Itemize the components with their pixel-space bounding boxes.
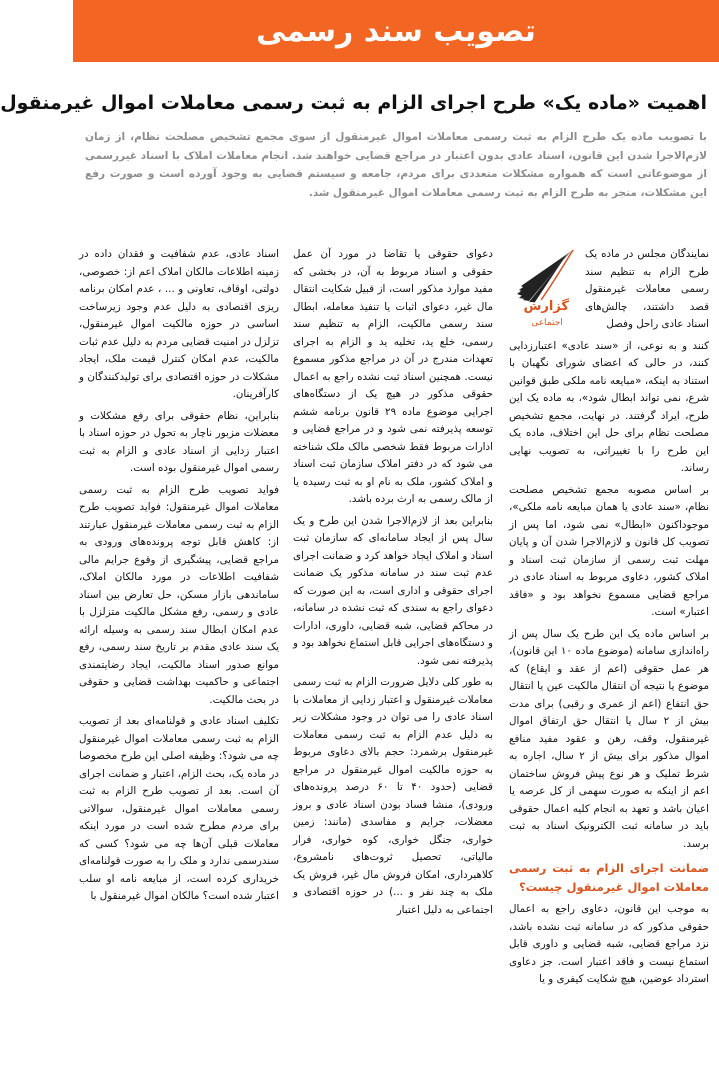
- paragraph: فواید تصویب طرح الزام به ثبت رسمی معاملات اموال غیرمنقول: فواید تصویب طرح الزام به ثبت رسمی معاملات غیرمنقول عبارتند از: کاهش قابل توجه پرونده‌های ورودی به مراجع قضایی، پیشگیری از وقوع جرایم مالی شفافیت اطلاعات در مورد مالکان املاک، ساماندهی بازار مسکن، حل تعارض بین اسناد عادی و رسمی، رفع مشکل مالکیت متزلزل با عدم امکان ابطال سند رسمی به وسیله ارائه یک سند عادی مقدم بر تاریخ سند رسمی، رفع موانع صدور اسناد مالکیت، ایجاد رضایتمندی اجتماعی و حاکمیت بهداشت قضایی و حقوقی در بحث مالکیت.: [79, 483, 279, 706]
- paragraph: بر اساس ماده یک این طرح یک سال پس از راه‌اندازی سامانه (موضوع ماده ۱۰ این قانون)، هر عمل حقوقی (اعم از عقد و ایقاع) که موضوع یا نتیجه آن انتقال مالکیت عین یا انتقال حق انتفاع (اعم از عمری و رقبی) برای مدت بیش از ۲ سال یا انتقال حق ارتفاق اموال غیرمنقول، وقف، رهن و عقود مفید منافع اموال مذکور برای بیش از ۲ سال، اجاره به شرط تملیک و هر نوع پیش فروش ساختمان اعم از اینکه به صورت سهمی از کل عرصه یا اعیان باشد و تعهد به انجام کلیه اعمال حقوقی باید در سامانه ثبت الکترونیک اسناد به ثبت برسد.: [509, 627, 710, 850]
- logo-word: گزارش: [523, 299, 569, 314]
- section-subheading: ضمانت اجرای الزام به ثبت رسمی معاملات اموال غیرمنقول چیست؟: [509, 861, 709, 894]
- paragraph: بنابراین بعد از لازم‌الاجرا شدن این طرح و یک سال پس از ایجاد سامانه‌ای که سازمان ثبت اسناد و املاک ایجاد خواهد کرد و ضمانت اجرای عدم ثبت سند در سامانه مذکور یک ضمانت اجرای حقوقی و اداری است، به این صورت که دعوای راجع به سندی که ثبت نشده در سامانه، در محاکم قضایی، شبه قضایی، داوری، ادارات و دستگاه‌های اجرایی قابل استماع نخواهد بود و پذیرفته نمی شود.: [293, 514, 493, 667]
- column-right: [509, 246, 709, 1076]
- paragraph: بر اساس مصوبه مجمع تشخیص مصلحت نظام، «سند عادی یا همان مبایعه نامه ملکی»، موجوداکنون «ابطال» نمی شود، اما پس از تصویب کل قانون و لازم‌الاجرا شدن آن و پایان مهلت ثبت رسمی از سازمان ثبت اسناد و املاک کشور، دعاوی مربوط به اسناد عادی در مراجع قضایی مسموع نخواهد بود و «فاقد اعتبار» است.: [509, 483, 709, 618]
- paragraph: دعوای حقوقی یا تقاضا در مورد آن عمل حقوقی و اسناد مربوط به آن، در بخشی که مفید موارد مذکور است، از قبیل شکایت انتقال مال غیر، دعوای اثبات یا تنفیذ معامله، ابطال سند رسمی مالکیت، الزام به تنظیم سند رسمی، خلع ید، تخلیه ید و الزام به اجرای تعهدات مندرج در آن در مراجع مذکور مسموع نیست. همچنین اسناد ثبت نشده راجع به اعمال حقوقی مذکور در هیچ یک از دستگاه‌های اجرایی موضوع ماده ۲۹ قانون برنامه ششم توسعه پذیرفته نمی شود و در مراجع قضایی و ادارات مربوط فقط شخصی مالک ملک شناخته می شود که در دفتر املاک سازمان ثبت اسناد و املاک کشور، ملک به نام او به ثبت رسیده یا از مالک رسمی به ارث برده باشد.: [293, 248, 493, 505]
- paragraph: کنند و به نوعی، از «سند عادی» اعتبارزدایی کنند، در حالی که اعضای شورای نگهبان با استناد به اینکه، «مبایعه نامه ملکی طبق قوانین شرع، نمی تواند ابطال شود»، به ماده یک این طرح، ایراد گرفتند. در نهایت، مجمع تشخیص مصلحت نظام برای حل این اختلاف، ماده یک این طرح را با تغییراتی، به تصویب نهایی رساند.: [509, 339, 709, 474]
- paragraph: تکلیف اسناد عادی و قولنامه‌ای بعد از تصویب الزام به ثبت رسمی معاملات اموال غیرمنقول چه می شود؟: وظیفه اصلی این طرح مخصوصا در ماده یک، بحث الزام، اعتبار و ضمانت اجرای آن است. بعد از تصویب طرح الزام به ثبت رسمی معاملات اموال غیرمنقول، سوالاتی برای مردم مطرح شده است در مورد اینکه معاملات قبلی آن‌ها چه می شود؟ کسی که سندرسمی ندارد و ملک را به صورت قولنامه‌ای خریداری کرده است، از مبایعه نامه او سلب اعتبار شده است؟ مالکان اموال غیرمنقول با: [79, 715, 279, 902]
- logo-subtitle: اجتماعی: [531, 318, 563, 328]
- paragraph: به طور کلی دلایل ضرورت الزام به ثبت رسمی معاملات غیرمنقول و اعتبار زدایی از معاملات با اسناد عادی را می توان در وجود مشکلات زیر به دلیل عدم الزام به ثبت رسمی معاملات غیرمنقول برشمرد: حجم بالای دعاوی مربوط به حوزه مالکیت اموال غیرمنقول در مراجع قضایی (حدود ۴۰ تا ۶۰ درصد پرونده‌های ورودی)، منشا فساد بودن اسناد عادی و بروز معضلات، جرایم و مفاسدی (مانند: زمین خواری، جنگل خواری، کوه خواری، فرار مالیاتی، تحصیل ثروت‌های نامشروع، کلاهبرداری، امکان فروش مال غیر، فروش یک ملک به چند نفر و ...) در حوزه اقتصادی و اجتماعی به دلیل اعتبار: [293, 676, 493, 916]
- column-left: [79, 246, 279, 1076]
- article-headline: اهمیت «ماده یک» طرح اجرای الزام به ثبت رسمی معاملات اموال غیرمنقول: [0, 92, 707, 114]
- section-banner: [73, 0, 719, 62]
- banner-title: تصویب سند رسمی: [256, 13, 536, 49]
- paragraph: بنابراین، نظام حقوقی برای رفع مشکلات و معضلات مزبور ناچار به تحول در حوزه اسناد با اعتبار زدایی از اسناد عادی و الزام به ثبت رسمی اموال غیرمنقول بوده است.: [79, 409, 279, 474]
- paragraph: به موجب این قانون، دعاوی راجع به اعمال حقوقی مذکور که در سامانه ثبت نشده باشد، نزد مراجع قضایی، شبه قضایی و داوری قابل استماع نیست و فاقد اعتبار است. جز دعاوی استرداد عوضین، هیچ شکایت کیفری و یا: [509, 903, 709, 985]
- column-intro: نمایندگان مجلس در ماده یک طرح الزام به تنظیم سند رسمی معاملات غیرمنقول قصد داشتند، چالش‌های اسناد عادی راحل وفصل: [585, 248, 709, 330]
- article-lead: با تصویب ماده یک طرح الزام به ثبت رسمی معاملات اموال غیرمنقول از سوی مجمع تشخیص مصلحت نظام، از زمان لازم‌الاجرا شدن این قانون، اسناد عادی بدون اعتبار در مراجع قضایی خواهند شد. انجام معاملات املاک با اسناد غیررسمی از موضوعاتی است که همواره مشکلات متعددی برای مردم، جامعه و سیستم قضایی به وجود آورده است و صورت رفع این مشکلات، منجر به طرح الزام به ثبت رسمی معاملات اموال غیرمنقول شد.: [85, 131, 707, 199]
- column-middle: [293, 246, 493, 1076]
- paragraph: اسناد عادی، عدم شفافیت و فقدان داده در زمینه اطلاعات مالکان املاک اعم از: خصوصی، دولتی، اوقاف، تعاونی و ... ، عدم امکان برنامه ریزی اقتصادی به دلیل عدم وجود زیرساخت اساسی در حوزه مالکیت اموال غیرمنقول، تزلزل در امنیت قضایی مردم به دلیل عدم ثبات مالکیت، عدم امکان کنترل قیمت ملک، ایجاد مشکلات در حوزه اقتصادی برای تولیدکنندگان و کارآفرینان.: [79, 248, 279, 400]
